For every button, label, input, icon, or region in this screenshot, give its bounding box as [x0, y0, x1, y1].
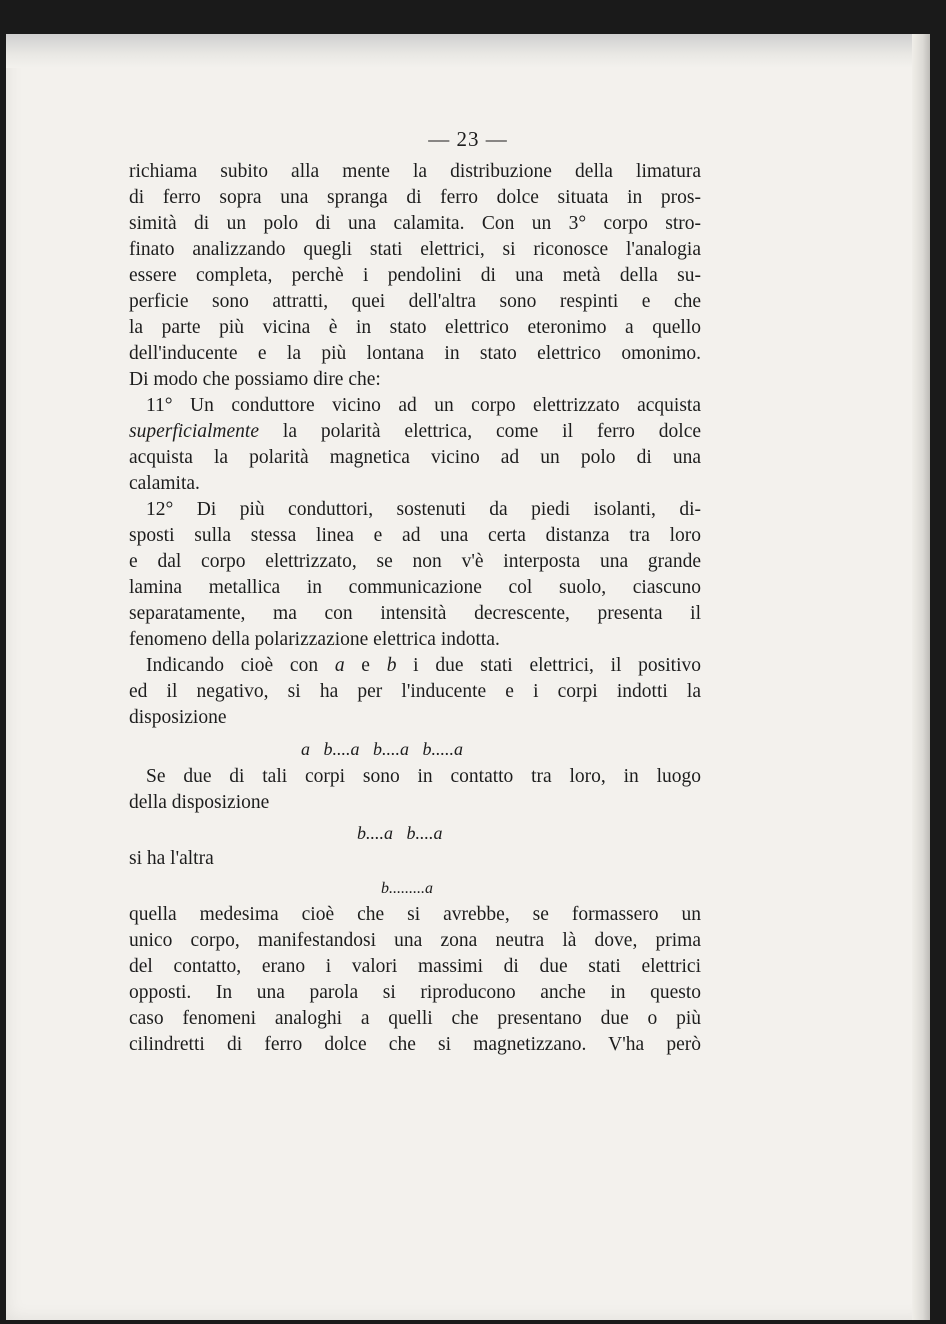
body-text [129, 159, 701, 1058]
text-line: richiama subito alla mente la distribuzione della limatura [129, 161, 701, 182]
paragraph-11-line: 11° Un conduttore vicino ad un corpo elettrizzato acquista [146, 395, 701, 416]
formula-single: b.........a [381, 880, 433, 897]
paragraph-indicando-line: ed il negativo, si ha per l'inducente e i corpi indotti la [129, 681, 701, 702]
paragraph-12-line: 12° Di più conduttori, sostenuti da piedi isolanti, di- [146, 499, 701, 520]
paragraph-11-line: acquista la polarità magnetica vicino ad un polo di una [129, 447, 701, 468]
symbol-b: b [386, 655, 397, 676]
text-line: di ferro sopra una spranga di ferro dolce situata in pros- [129, 187, 701, 208]
paragraph-12-line: fenomeno della polarizzazione elettrica indotta. [129, 629, 500, 650]
text-line: finato analizzando quegli stati elettrici, si riconosce l'analogia [129, 239, 701, 260]
paragraph-12-line: lamina metallica in communicazione col suolo, ciascuno [129, 577, 701, 598]
paragraph-indicando-line [129, 653, 701, 679]
paragraph-12-line: e dal corpo elettrizzato, se non v'è interposta una grande [129, 551, 701, 572]
paragraph-indicando-line: disposizione [129, 707, 227, 728]
text-span: Indicando cioè con [146, 655, 335, 676]
paragraph-quella-line: caso fenomeni analoghi a quelli che presentano due o più [129, 1008, 701, 1029]
page-right-edge [912, 34, 930, 1320]
formula-disposition: a b....a b....a b.....a [301, 739, 463, 759]
text-span: e [344, 655, 387, 676]
text-line: perficie sono attratti, quei dell'altra sono respinti e che [129, 291, 701, 312]
paragraph-quella-line: cilindretti di ferro dolce che si magnetizzano. V'ha però [129, 1034, 701, 1055]
text-line: la parte più vicina è in stato elettrico eteronimo a quello [129, 317, 701, 338]
text-line: essere completa, perchè i pendolini di una metà della su- [129, 265, 701, 286]
paragraph-11-line [129, 419, 701, 445]
paragraph-12-line: sposti sulla stessa linea e ad una certa distanza tra loro [129, 525, 701, 546]
italic-term: superficialmente [129, 421, 259, 442]
symbol-a: a [334, 655, 345, 676]
book-page [6, 34, 930, 1320]
paragraph-sedue-line: Se due di tali corpi sono in contatto tra loro, in luogo [146, 766, 701, 787]
text-span: la polarità elettrica, come il ferro dolce [258, 421, 701, 442]
paragraph-quella-line: opposti. In una parola si riproducono anche in questo [129, 982, 701, 1003]
text-line: Di modo che possiamo dire che: [129, 369, 381, 390]
text-line: simità di un polo di una calamita. Con un 3° corpo stro- [129, 213, 701, 234]
paragraph-sedue-line: della disposizione [129, 792, 270, 813]
text-line: dell'inducente e la più lontana in stato elettrico omonimo. [129, 343, 701, 364]
text-line: si ha l'altra [129, 848, 214, 869]
page-number: — 23 — [428, 127, 508, 151]
formula-pair: b....a b....a [357, 823, 443, 843]
paragraph-11-line: calamita. [129, 473, 200, 494]
paragraph-quella-line: unico corpo, manifestandosi una zona neutra là dove, prima [129, 930, 701, 951]
text-span: i due stati elettrici, il positivo [396, 655, 702, 676]
paragraph-12-line: separatamente, ma con intensità decrescente, presenta il [129, 603, 701, 624]
page-top-edge [6, 34, 930, 68]
paragraph-quella-line: del contatto, erano i valori massimi di due stati elettrici [129, 956, 701, 977]
paragraph-quella-line: quella medesima cioè che si avrebbe, se formassero un [129, 904, 701, 925]
